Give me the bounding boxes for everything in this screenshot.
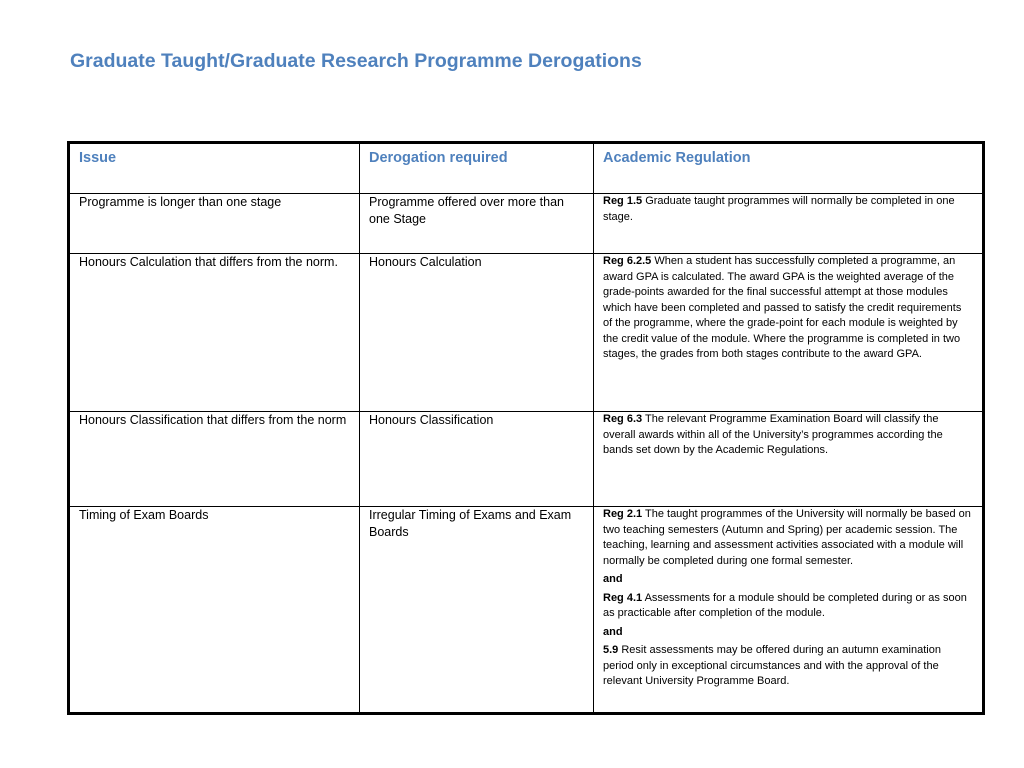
regulation-ref: Reg 4.1 (603, 591, 643, 604)
regulation-connector (603, 572, 973, 588)
table-row (69, 507, 984, 714)
and-connector: and (603, 573, 623, 585)
regulation-paragraph (603, 194, 973, 225)
regulation-cell (594, 254, 984, 412)
derogation-cell: Honours Calculation (360, 254, 594, 412)
regulation-paragraph (603, 412, 973, 459)
regulation-text: Graduate taught programmes will normally be completed in one stage. (603, 195, 955, 223)
regulation-cell (594, 194, 984, 254)
regulation-ref: Reg 6.2.5 (603, 255, 652, 267)
regulation-text: The relevant Programme Examination Board will classify the overall awards within all of the University’s programmes according the bands set down by the Academic Regulations. (603, 413, 943, 456)
issue-cell: Timing of Exam Boards (69, 507, 360, 714)
derogation-cell: Irregular Timing of Exams and Exam Boards (360, 507, 594, 714)
header-academic-regulation: Academic Regulation (594, 143, 984, 194)
header-derogation-required: Derogation required (360, 143, 594, 194)
and-connector: and (603, 625, 623, 638)
regulation-ref: Reg 1.5 (603, 195, 643, 207)
header-issue: Issue (69, 143, 360, 194)
issue-cell: Honours Calculation that differs from the norm. (69, 254, 360, 412)
derogation-cell: Honours Classification (360, 412, 594, 507)
page-title: Graduate Taught/Graduate Research Programme Derogations (70, 50, 642, 72)
table-row (69, 254, 984, 412)
regulation-paragraph (603, 591, 973, 622)
regulation-text: Resit assessments may be offered during an autumn examination period only in exceptional circumstances and with the approval of the relevant University Programme Board. (603, 644, 941, 687)
regulation-cell (594, 412, 984, 507)
regulation-text: When a student has successfully completed a programme, an award GPA is calculated. The award GPA is the weighted average of the grade-points awarded for the final successful attempt at those modules which have been completed and passed to satisfy the credit requirements of the programme, where the grade-point for each module is weighted by the credit value of the module. Where the programme is completed in two stages, the grades from both stages contribute to the award GPA. (603, 255, 962, 360)
table-header-row (69, 143, 984, 194)
issue-cell: Programme is longer than one stage (69, 194, 360, 254)
regulation-text: The taught programmes of the University will normally be based on two teaching semesters (Autumn and Spring) per academic session. The teaching, learning and assessment activities associated with a module will normally be completed during one formal semester. (603, 508, 971, 567)
regulation-paragraph (603, 507, 973, 569)
regulation-cell (594, 507, 984, 714)
regulation-ref: 5.9 (603, 644, 619, 656)
table-row (69, 194, 984, 254)
regulation-ref: Reg 2.1 (603, 508, 643, 520)
issue-cell: Honours Classification that differs from the norm (69, 412, 360, 507)
regulation-ref: Reg 6.3 (603, 413, 643, 425)
table-row (69, 412, 984, 507)
derogation-cell: Programme offered over more than one Stage (360, 194, 594, 254)
derogations-table (67, 141, 985, 715)
regulation-paragraph (603, 643, 973, 690)
regulation-connector (603, 625, 973, 641)
regulation-paragraph (603, 254, 973, 363)
regulation-text: Assessments for a module should be completed during or as soon as practicable after completion of the module. (603, 591, 967, 619)
